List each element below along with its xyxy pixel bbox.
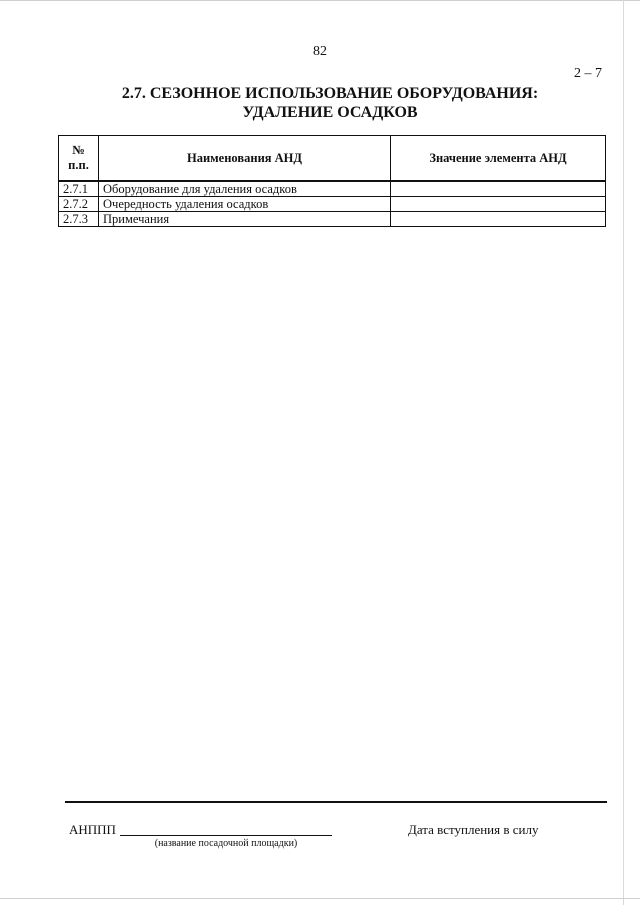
page-edge-bottom — [0, 898, 640, 899]
title-line-2: УДАЛЕНИЕ ОСАДКОВ — [242, 104, 418, 121]
row-value — [391, 181, 606, 197]
row-number: 2.7.2 — [59, 197, 99, 212]
row-number: 2.7.1 — [59, 181, 99, 197]
header-number — [59, 136, 99, 182]
effective-date-label: Дата вступления в силу — [408, 822, 539, 837]
airfield-name-line — [120, 835, 332, 836]
table-row — [59, 197, 606, 212]
table-row — [59, 181, 606, 197]
page-edge-right — [623, 0, 624, 905]
header-number-abbr: п.п. — [68, 158, 89, 172]
row-number: 2.7.3 — [59, 212, 99, 227]
title-line-1: 2.7. СЕЗОННОЕ ИСПОЛЬЗОВАНИЕ ОБОРУДОВАНИЯ: — [121, 85, 539, 102]
row-value — [391, 197, 606, 212]
header-name: Наименования АНД — [99, 136, 391, 182]
page-number: 82 — [313, 44, 327, 59]
table-header-row — [59, 136, 606, 182]
document-title — [60, 84, 600, 122]
footer-divider — [65, 801, 607, 803]
airfield-name-caption: (название посадочной площадки) — [154, 838, 298, 849]
header-value: Значение элемента АНД — [391, 136, 606, 182]
row-name: Очередность удаления осадков — [99, 197, 391, 212]
row-name: Оборудование для удаления осадков — [99, 181, 391, 197]
and-table — [58, 135, 606, 227]
page-edge-top — [0, 0, 640, 1]
section-code: 2 – 7 — [574, 66, 602, 81]
row-value — [391, 212, 606, 227]
footer-airfield-label: АНППП — [69, 822, 116, 837]
row-name: Примечания — [99, 212, 391, 227]
header-number-symbol: № — [72, 143, 85, 157]
table-row — [59, 212, 606, 227]
